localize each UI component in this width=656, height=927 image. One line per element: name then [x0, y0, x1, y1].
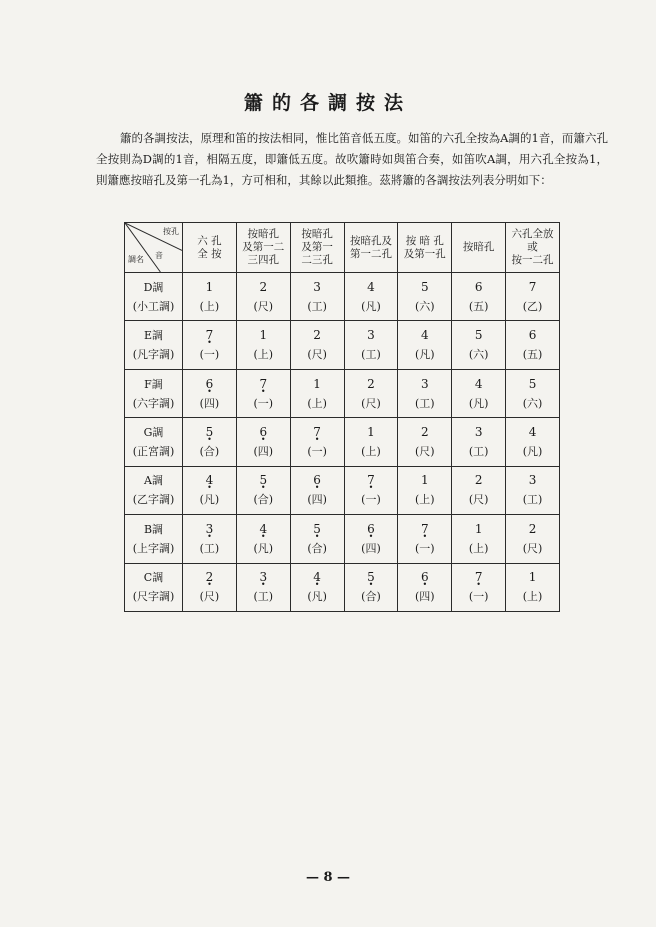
note-number: 5 •: [291, 521, 344, 538]
note-number: 3: [313, 279, 321, 294]
note-number: 1: [474, 521, 483, 536]
key-traditional-name: (正宮調): [132, 444, 175, 458]
note-gongche-name: (上): [522, 590, 543, 604]
note-gongche-name: (一): [307, 444, 327, 458]
note-number: 7 •: [452, 569, 505, 586]
note-number: 1: [313, 376, 321, 391]
note-cell: [398, 369, 452, 417]
note-cell: [452, 515, 506, 563]
note-cell: [452, 418, 506, 466]
note-gongche-name: (工): [307, 299, 327, 313]
note-cell: [183, 418, 237, 466]
note-number: 2 •: [183, 569, 236, 586]
note-number: 4 •: [291, 569, 344, 586]
corner-label-key: 調名: [128, 255, 144, 264]
note-gongche-name: (凡): [199, 493, 220, 507]
note-cell: [236, 466, 290, 514]
key-label: B調: [143, 522, 164, 536]
note-number: 2: [474, 473, 483, 488]
page-number: — 8 —: [305, 870, 351, 885]
note-number: 2: [313, 328, 321, 343]
key-name-cell: [125, 515, 183, 563]
note-number: 7 •: [237, 376, 290, 393]
note-number: 5 •: [345, 569, 398, 586]
note-number: 3 •: [183, 521, 236, 538]
note-cell: [183, 273, 237, 321]
note-cell: [506, 515, 560, 563]
note-cell: [398, 515, 452, 563]
note-gongche-name: (尺): [522, 541, 543, 555]
note-cell: [398, 321, 452, 369]
note-cell: [344, 273, 398, 321]
note-cell: [452, 466, 506, 514]
note-number: 3: [528, 473, 537, 488]
table-corner-cell: [125, 223, 183, 273]
table-row: [125, 273, 560, 321]
note-cell: [183, 369, 237, 417]
note-gongche-name: (一): [361, 493, 381, 507]
note-gongche-name: (工): [415, 396, 435, 410]
note-number: 4: [420, 328, 429, 343]
note-number: 5: [420, 279, 429, 294]
note-gongche-name: (六): [522, 396, 543, 410]
note-gongche-name: (四): [415, 590, 435, 604]
key-name-cell: [125, 369, 183, 417]
note-gongche-name: (凡): [468, 396, 489, 410]
table-header-row: [125, 223, 560, 273]
note-gongche-name: (尺): [361, 396, 381, 410]
note-cell: [344, 321, 398, 369]
note-cell: [236, 563, 290, 611]
note-number: 7 •: [183, 327, 236, 344]
note-cell: [183, 466, 237, 514]
key-label: A調: [144, 474, 163, 488]
intro-text: 簫的各調按法，原理和笛的按法相同，惟比笛音低五度。如笛的六孔全按為A調的1音，而簫六孔全按則為D調的1音，相隔五度，即簫低五度。故吹簫時如與笛合奏，如笛吹A調，用六孔全按為1，則簫應按暗孔及第一孔為1，方可相和，其餘以此類推。茲將簫的各調按法列表分明如下：: [96, 131, 608, 187]
note-number: 4 •: [183, 472, 236, 489]
note-cell: [452, 273, 506, 321]
note-gongche-name: (一): [253, 396, 274, 410]
note-number: 6: [474, 279, 483, 294]
note-number: 2: [528, 521, 537, 536]
note-cell: [398, 418, 452, 466]
note-number: 3 •: [237, 569, 290, 586]
note-number: 1: [528, 570, 537, 585]
page-title: 簫的各調按法: [243, 92, 412, 114]
table-row: [125, 466, 560, 514]
note-number: 4 •: [237, 521, 290, 538]
key-label: G調: [143, 425, 164, 439]
note-gongche-name: (尺): [415, 444, 435, 458]
note-cell: [290, 321, 344, 369]
key-name-cell: [125, 466, 183, 514]
note-number: 1: [259, 328, 268, 343]
note-cell: [290, 418, 344, 466]
note-gongche-name: (四): [361, 541, 381, 555]
column-header: 六孔全放 或 按一二孔: [506, 223, 560, 273]
note-gongche-name: (尺): [468, 493, 489, 507]
note-gongche-name: (合): [361, 590, 381, 604]
table-row: [125, 515, 560, 563]
note-cell: [290, 563, 344, 611]
note-number: 7 •: [291, 424, 344, 441]
note-gongche-name: (五): [468, 299, 489, 313]
note-gongche-name: (凡): [361, 299, 381, 313]
note-number: 6 •: [237, 424, 290, 441]
note-number: 4: [474, 376, 483, 391]
note-gongche-name: (凡): [415, 348, 435, 362]
note-gongche-name: (工): [522, 493, 543, 507]
note-gongche-name: (凡): [253, 541, 274, 555]
note-cell: [398, 273, 452, 321]
note-gongche-name: (合): [307, 541, 327, 555]
table-row: [125, 563, 560, 611]
note-cell: [344, 466, 398, 514]
note-cell: [236, 369, 290, 417]
note-cell: [398, 563, 452, 611]
note-cell: [183, 321, 237, 369]
key-traditional-name: (乙字調): [132, 493, 175, 507]
note-cell: [344, 369, 398, 417]
note-number: 1: [367, 424, 375, 439]
note-gongche-name: (凡): [522, 444, 543, 458]
note-gongche-name: (上): [253, 348, 274, 362]
note-cell: [290, 466, 344, 514]
note-cell: [452, 369, 506, 417]
note-cell: [452, 321, 506, 369]
note-gongche-name: (工): [253, 590, 274, 604]
note-cell: [236, 515, 290, 563]
note-cell: [506, 321, 560, 369]
column-header: 按暗孔: [452, 223, 506, 273]
note-gongche-name: (六): [415, 299, 435, 313]
note-number: 6 •: [398, 569, 451, 586]
note-number: 4: [528, 424, 537, 439]
note-number: 3: [420, 376, 429, 391]
column-header: 按 暗 孔 及第一孔: [398, 223, 452, 273]
note-gongche-name: (一): [468, 590, 489, 604]
note-number: 6 •: [345, 521, 398, 538]
corner-label-holes: 按孔: [163, 227, 179, 236]
note-number: 7 •: [345, 472, 398, 489]
column-header: 六 孔 全 按: [183, 223, 237, 273]
key-name-cell: [125, 563, 183, 611]
key-traditional-name: (小工調): [132, 299, 175, 313]
key-name-cell: [125, 273, 183, 321]
note-number: 6: [528, 328, 537, 343]
note-cell: [290, 515, 344, 563]
key-traditional-name: (凡字調): [132, 348, 175, 362]
note-cell: [506, 273, 560, 321]
note-number: 2: [420, 424, 429, 439]
note-cell: [236, 418, 290, 466]
column-header: 按暗孔及 第一二孔: [344, 223, 398, 273]
key-traditional-name: (六字調): [132, 396, 175, 410]
note-gongche-name: (尺): [199, 590, 220, 604]
table-row: [125, 369, 560, 417]
corner-label-note: 音: [155, 251, 163, 260]
note-gongche-name: (工): [468, 444, 489, 458]
note-cell: [236, 273, 290, 321]
note-gongche-name: (工): [361, 348, 381, 362]
key-label: C調: [143, 571, 164, 585]
note-gongche-name: (合): [199, 444, 220, 458]
note-gongche-name: (四): [199, 396, 220, 410]
note-cell: [506, 466, 560, 514]
note-gongche-name: (凡): [307, 590, 327, 604]
note-gongche-name: (尺): [253, 299, 274, 313]
note-number: 2: [259, 279, 268, 294]
note-cell: [183, 563, 237, 611]
note-gongche-name: (上): [361, 444, 381, 458]
note-cell: [506, 563, 560, 611]
key-name-cell: [125, 321, 183, 369]
key-label: F調: [144, 377, 163, 391]
column-header: 按暗孔 及第一二 三四孔: [236, 223, 290, 273]
note-gongche-name: (上): [307, 396, 327, 410]
intro-paragraph: [96, 128, 608, 191]
note-gongche-name: (六): [468, 348, 489, 362]
note-cell: [183, 515, 237, 563]
note-cell: [506, 418, 560, 466]
note-cell: [290, 369, 344, 417]
table-row: [125, 321, 560, 369]
key-label: D調: [143, 280, 164, 294]
note-number: 5 •: [237, 472, 290, 489]
note-gongche-name: (上): [199, 299, 220, 313]
table-body: [125, 273, 560, 612]
note-number: 3: [474, 424, 483, 439]
note-number: 1: [205, 279, 214, 294]
note-number: 3: [367, 328, 375, 343]
note-gongche-name: (工): [199, 541, 220, 555]
note-cell: [452, 563, 506, 611]
key-traditional-name: (上字調): [132, 541, 175, 555]
note-gongche-name: (四): [253, 444, 274, 458]
note-number: 1: [420, 473, 429, 488]
note-number: 2: [367, 376, 375, 391]
note-cell: [506, 369, 560, 417]
note-number: 5 •: [183, 424, 236, 441]
key-traditional-name: (尺字調): [132, 590, 175, 604]
note-gongche-name: (合): [253, 493, 274, 507]
note-number: 6 •: [183, 376, 236, 393]
note-number: 5: [474, 328, 483, 343]
note-gongche-name: (上): [415, 493, 435, 507]
note-cell: [344, 418, 398, 466]
note-number: 7: [528, 279, 537, 294]
key-label: E調: [143, 329, 164, 343]
key-name-cell: [125, 418, 183, 466]
note-cell: [290, 273, 344, 321]
table-row: [125, 418, 560, 466]
note-gongche-name: (五): [522, 348, 543, 362]
note-gongche-name: (乙): [522, 299, 543, 313]
note-number: 6 •: [291, 472, 344, 489]
note-gongche-name: (四): [307, 493, 327, 507]
note-cell: [344, 515, 398, 563]
note-gongche-name: (尺): [307, 348, 327, 362]
note-gongche-name: (上): [468, 541, 489, 555]
note-number: 7 •: [398, 521, 451, 538]
note-gongche-name: (一): [199, 348, 220, 362]
note-gongche-name: (一): [415, 541, 435, 555]
note-cell: [398, 466, 452, 514]
note-number: 5: [528, 376, 537, 391]
fingering-table: [124, 222, 560, 612]
note-cell: [344, 563, 398, 611]
note-cell: [236, 321, 290, 369]
column-header: 按暗孔 及第一 二三孔: [290, 223, 344, 273]
note-number: 4: [367, 279, 375, 294]
